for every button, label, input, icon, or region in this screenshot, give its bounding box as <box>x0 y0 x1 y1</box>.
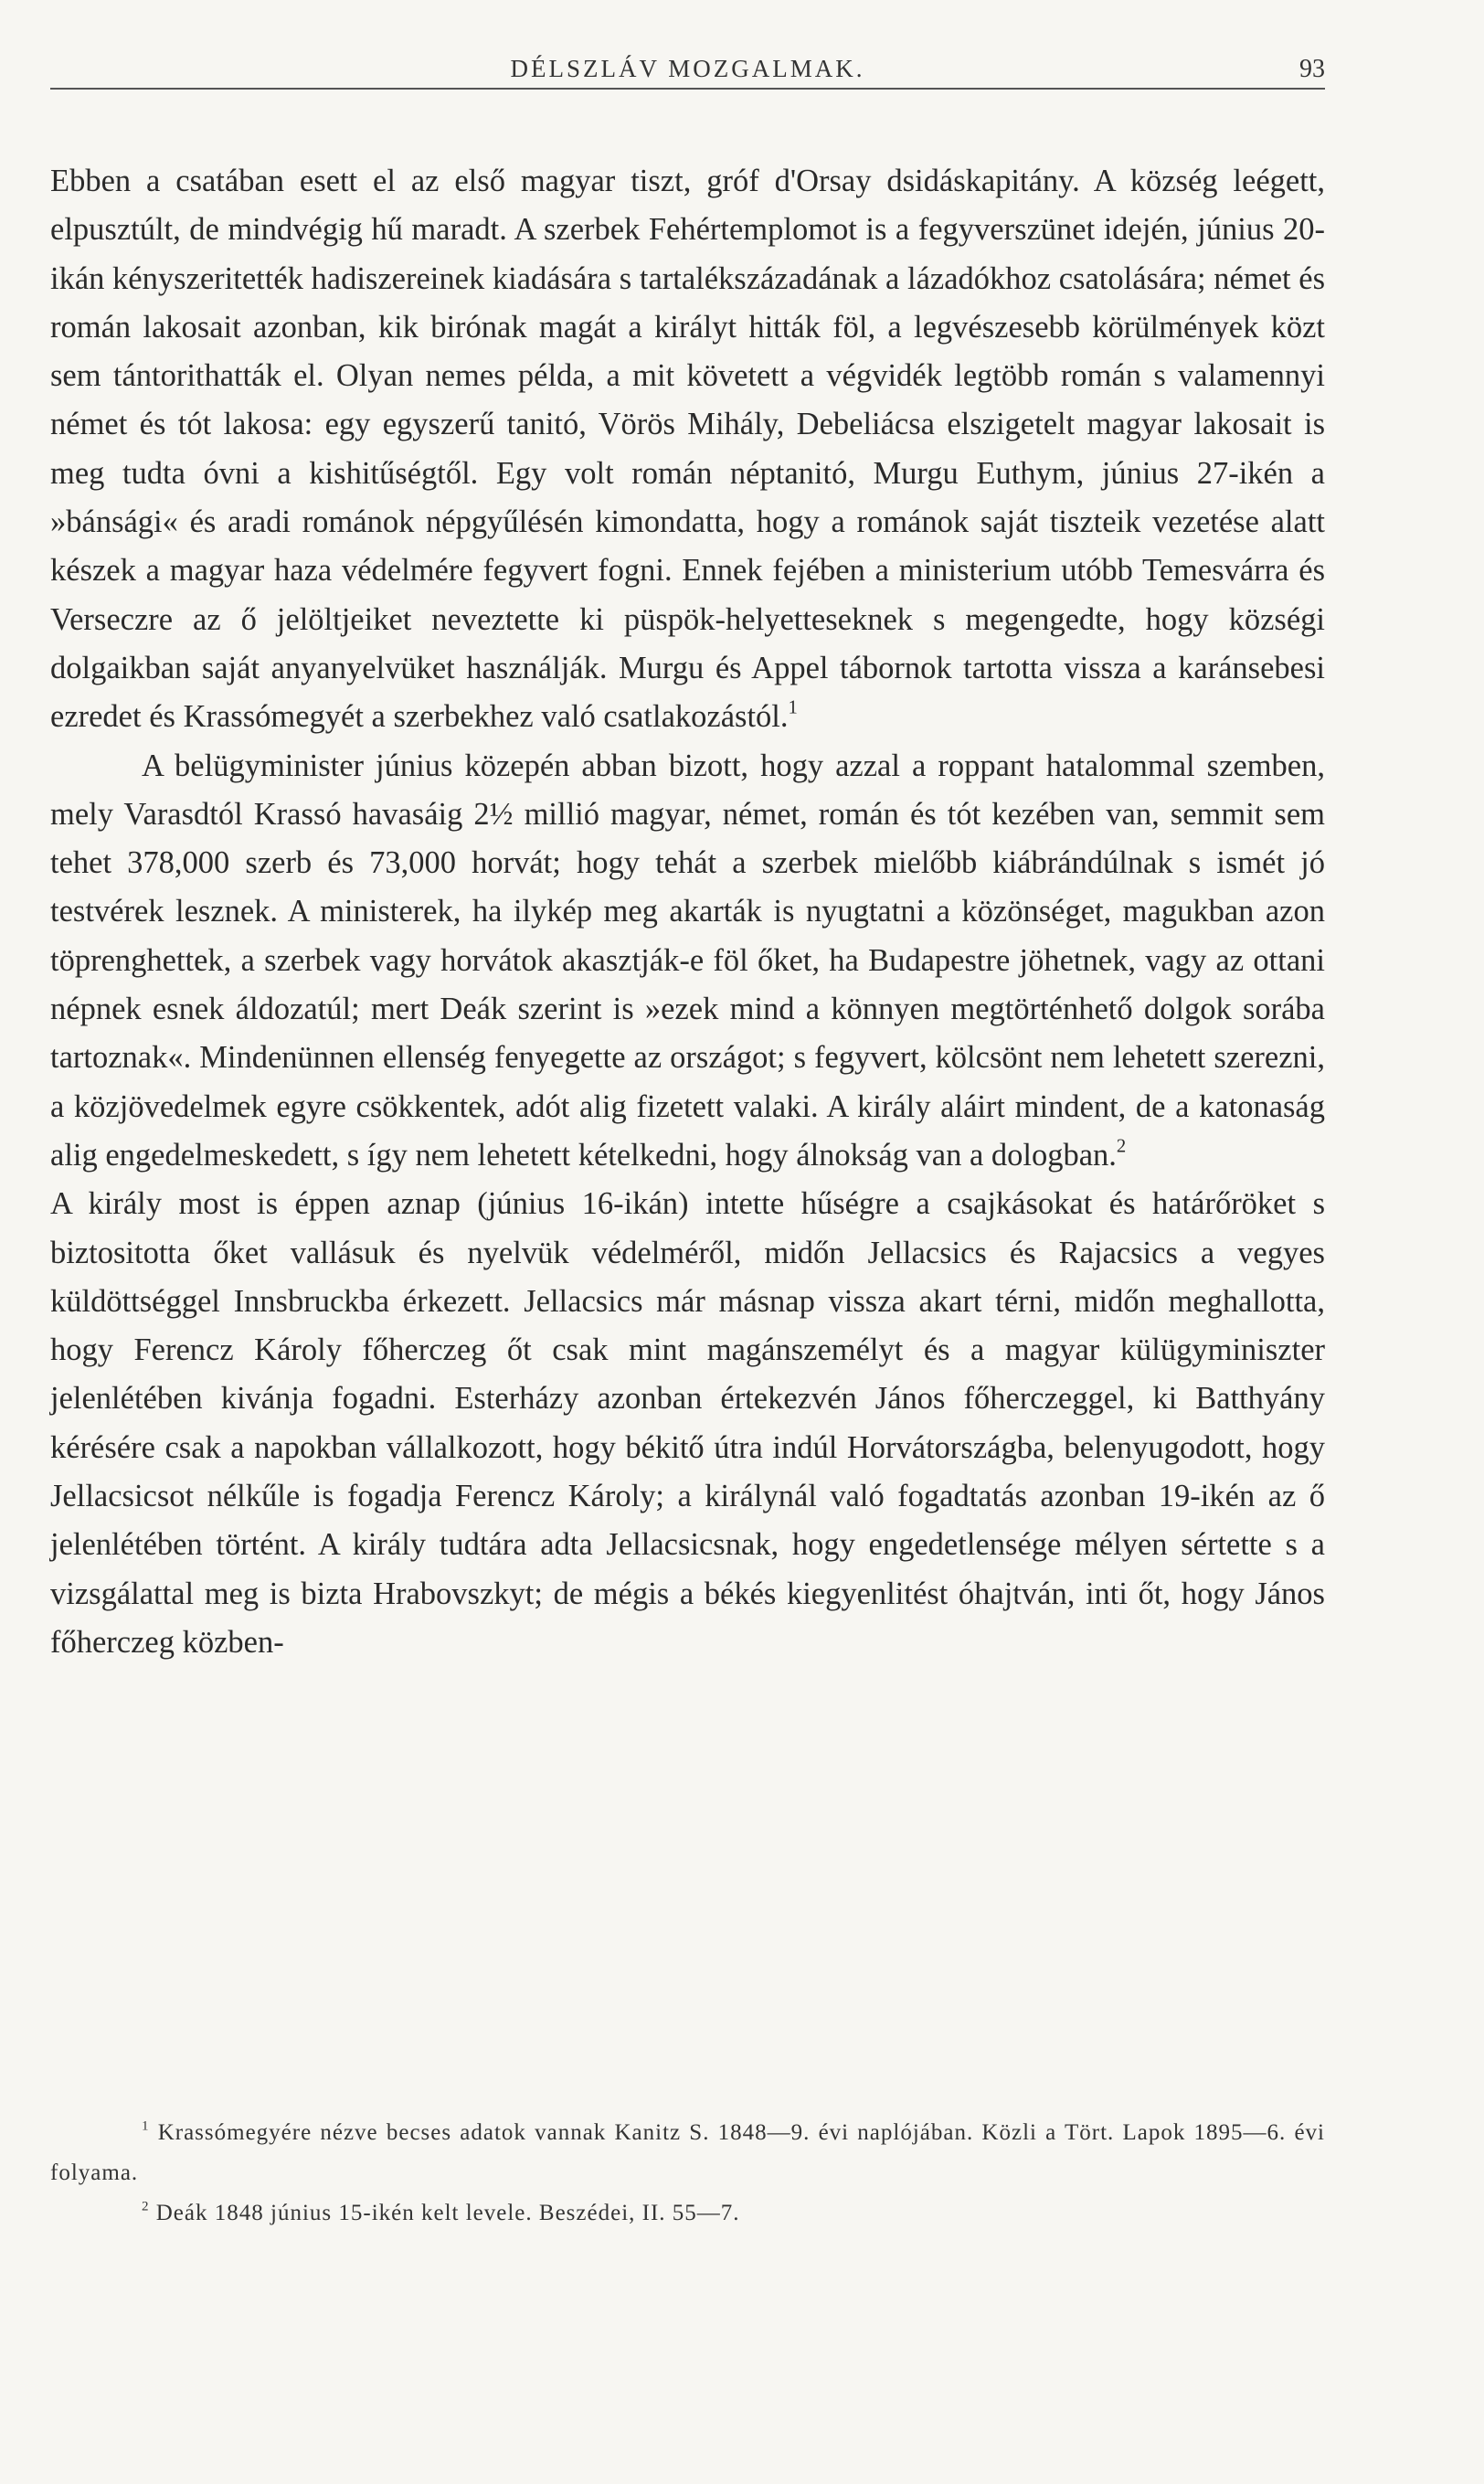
footnote <box>50 2193 1325 2234</box>
footnote <box>50 2113 1325 2193</box>
paragraph-text: A király most is éppen aznap (június 16-ikán) intette hűségre a csajkásokat és határőröket s biztositotta őket vallásuk és nyelvük védelméről, midőn Jellacsics és Rajacsics a vegyes küldöttséggel Innsbruckba érkezett. Jellacsics már másnap vissza akart térni, midőn meghallotta, hogy Ferencz Károly főherczeg őt csak mint magánszemélyt és a magyar külügyminiszter jelenlétében kivánja fogadni. Esterházy azonban értekezvén János főherczeggel, ki Batthyány kérésére csak a napokban vállalkozott, hogy békitő útra indúl Horvátországba, belenyugodott, hogy Jellacsicsot nélkűle is fogadja Ferencz Károly; a királynál való fogadtatás azonban 19-ikén az ő jelenlétében történt. A király tudtára adta Jellacsicsnak, hogy engedetlensége mélyen sértette s a vizsgálattal meg is bizta Hrabovszkyt; de mégis a békés kiegyenlitést óhajtván, inti őt, hogy János főherczeg közben- <box>50 1186 1325 1660</box>
paragraph <box>50 742 1325 1181</box>
footnote-text: Deák 1848 június 15-ikén kelt levele. Beszédei, II. 55—7. <box>155 2201 740 2225</box>
footnote-text: Krassómegyére nézve becses adatok vannak Kanitz S. 1848—9. évi naplójában. Közli a Tört. Lapok 1895—6. évi folyama. <box>50 2120 1325 2185</box>
running-title: DÉLSZLÁV MOZGALMAK. <box>510 55 865 82</box>
footnote-mark: 1 <box>142 2118 150 2134</box>
running-head <box>50 55 1325 91</box>
body-text <box>50 157 1325 1667</box>
page-number: 93 <box>1299 55 1325 83</box>
footnotes <box>50 2113 1325 2234</box>
paragraph-text: A belügyminister június közepén abban bizott, hogy azzal a roppant hatalommal szemben, mely Varasdtól Krassó havasáig 2½ millió magyar, német, román és tót kezében van, semmit sem tehet 378,000 szerb és 73,000 horvát; hogy tehát a szerbek mielőbb kiábrándúlnak s ismét jó testvérek lesznek. A ministerek, ha ilykép meg akarták is nyugtatni a közönséget, magukban azon töprenghettek, a szerbek vagy horvátok akasztják-e föl őket, ha Budapestre jöhetnek, vagy az ottani népnek esnek áldozatúl; mert Deák szerint is »ezek mind a könnyen megtörténhető dolgok sorába tartoznak«. Mindenünnen ellenség fenyegette az országot; s fegyvert, kölcsönt nem lehetett szerezni, a közjövedelmek egyre csökkentek, adót alig fizetett valaki. A király aláirt mindent, de a katonaság alig engedelmeskedett, s így nem lehetett kételkedni, hogy álnokság van a dologban. <box>50 748 1325 1173</box>
paragraph <box>50 1180 1325 1667</box>
paragraph <box>50 157 1325 742</box>
header-rule <box>50 88 1325 90</box>
paragraph-text: Ebben a csatában esett el az első magyar tiszt, gróf d'Orsay dsidáskapitány. A község leégett, elpusztúlt, de mindvégig hű maradt. A szerbek Fehértemplomot is a fegyverszünet idején, június 20-ikán kényszeritették hadiszereinek kiadására s tartalékszázadának a lázadókhoz csatolására; német és román lakosait azonban, kik birónak magát a királyt hitták föl, a legvészesebb körülmények közt sem tántorithatták el. Olyan nemes példa, a mit követett a végvidék legtöbb román s valamennyi német és tót lakosa: egy egyszerű tanitó, Vörös Mihály, Debeliácsa elszigetelt magyar lakosait is meg tudta óvni a kishitűségtől. Egy volt román néptanitó, Murgu Euthym, június 27-ikén a »bánsági« és aradi románok népgyűlésén kimondatta, hogy a románok saját tiszteik vezetése alatt készek a magyar haza védelmére fegyvert fogni. Ennek fejében a ministerium utóbb Temesvárra és Verseczre az ő jelöltjeiket neveztette ki püspök-helyetteseknek s megengedte, hogy községi dolgaikban saját anyanyelvüket használják. Murgu és Appel tábornok tartotta vissza a karánsebesi ezredet és Krassómegyét a szerbekhez való csatlakozástól. <box>50 164 1325 735</box>
footnote-ref: 2 <box>1116 1136 1127 1157</box>
footnote-mark: 2 <box>142 2199 150 2214</box>
footnote-ref: 1 <box>788 697 798 718</box>
